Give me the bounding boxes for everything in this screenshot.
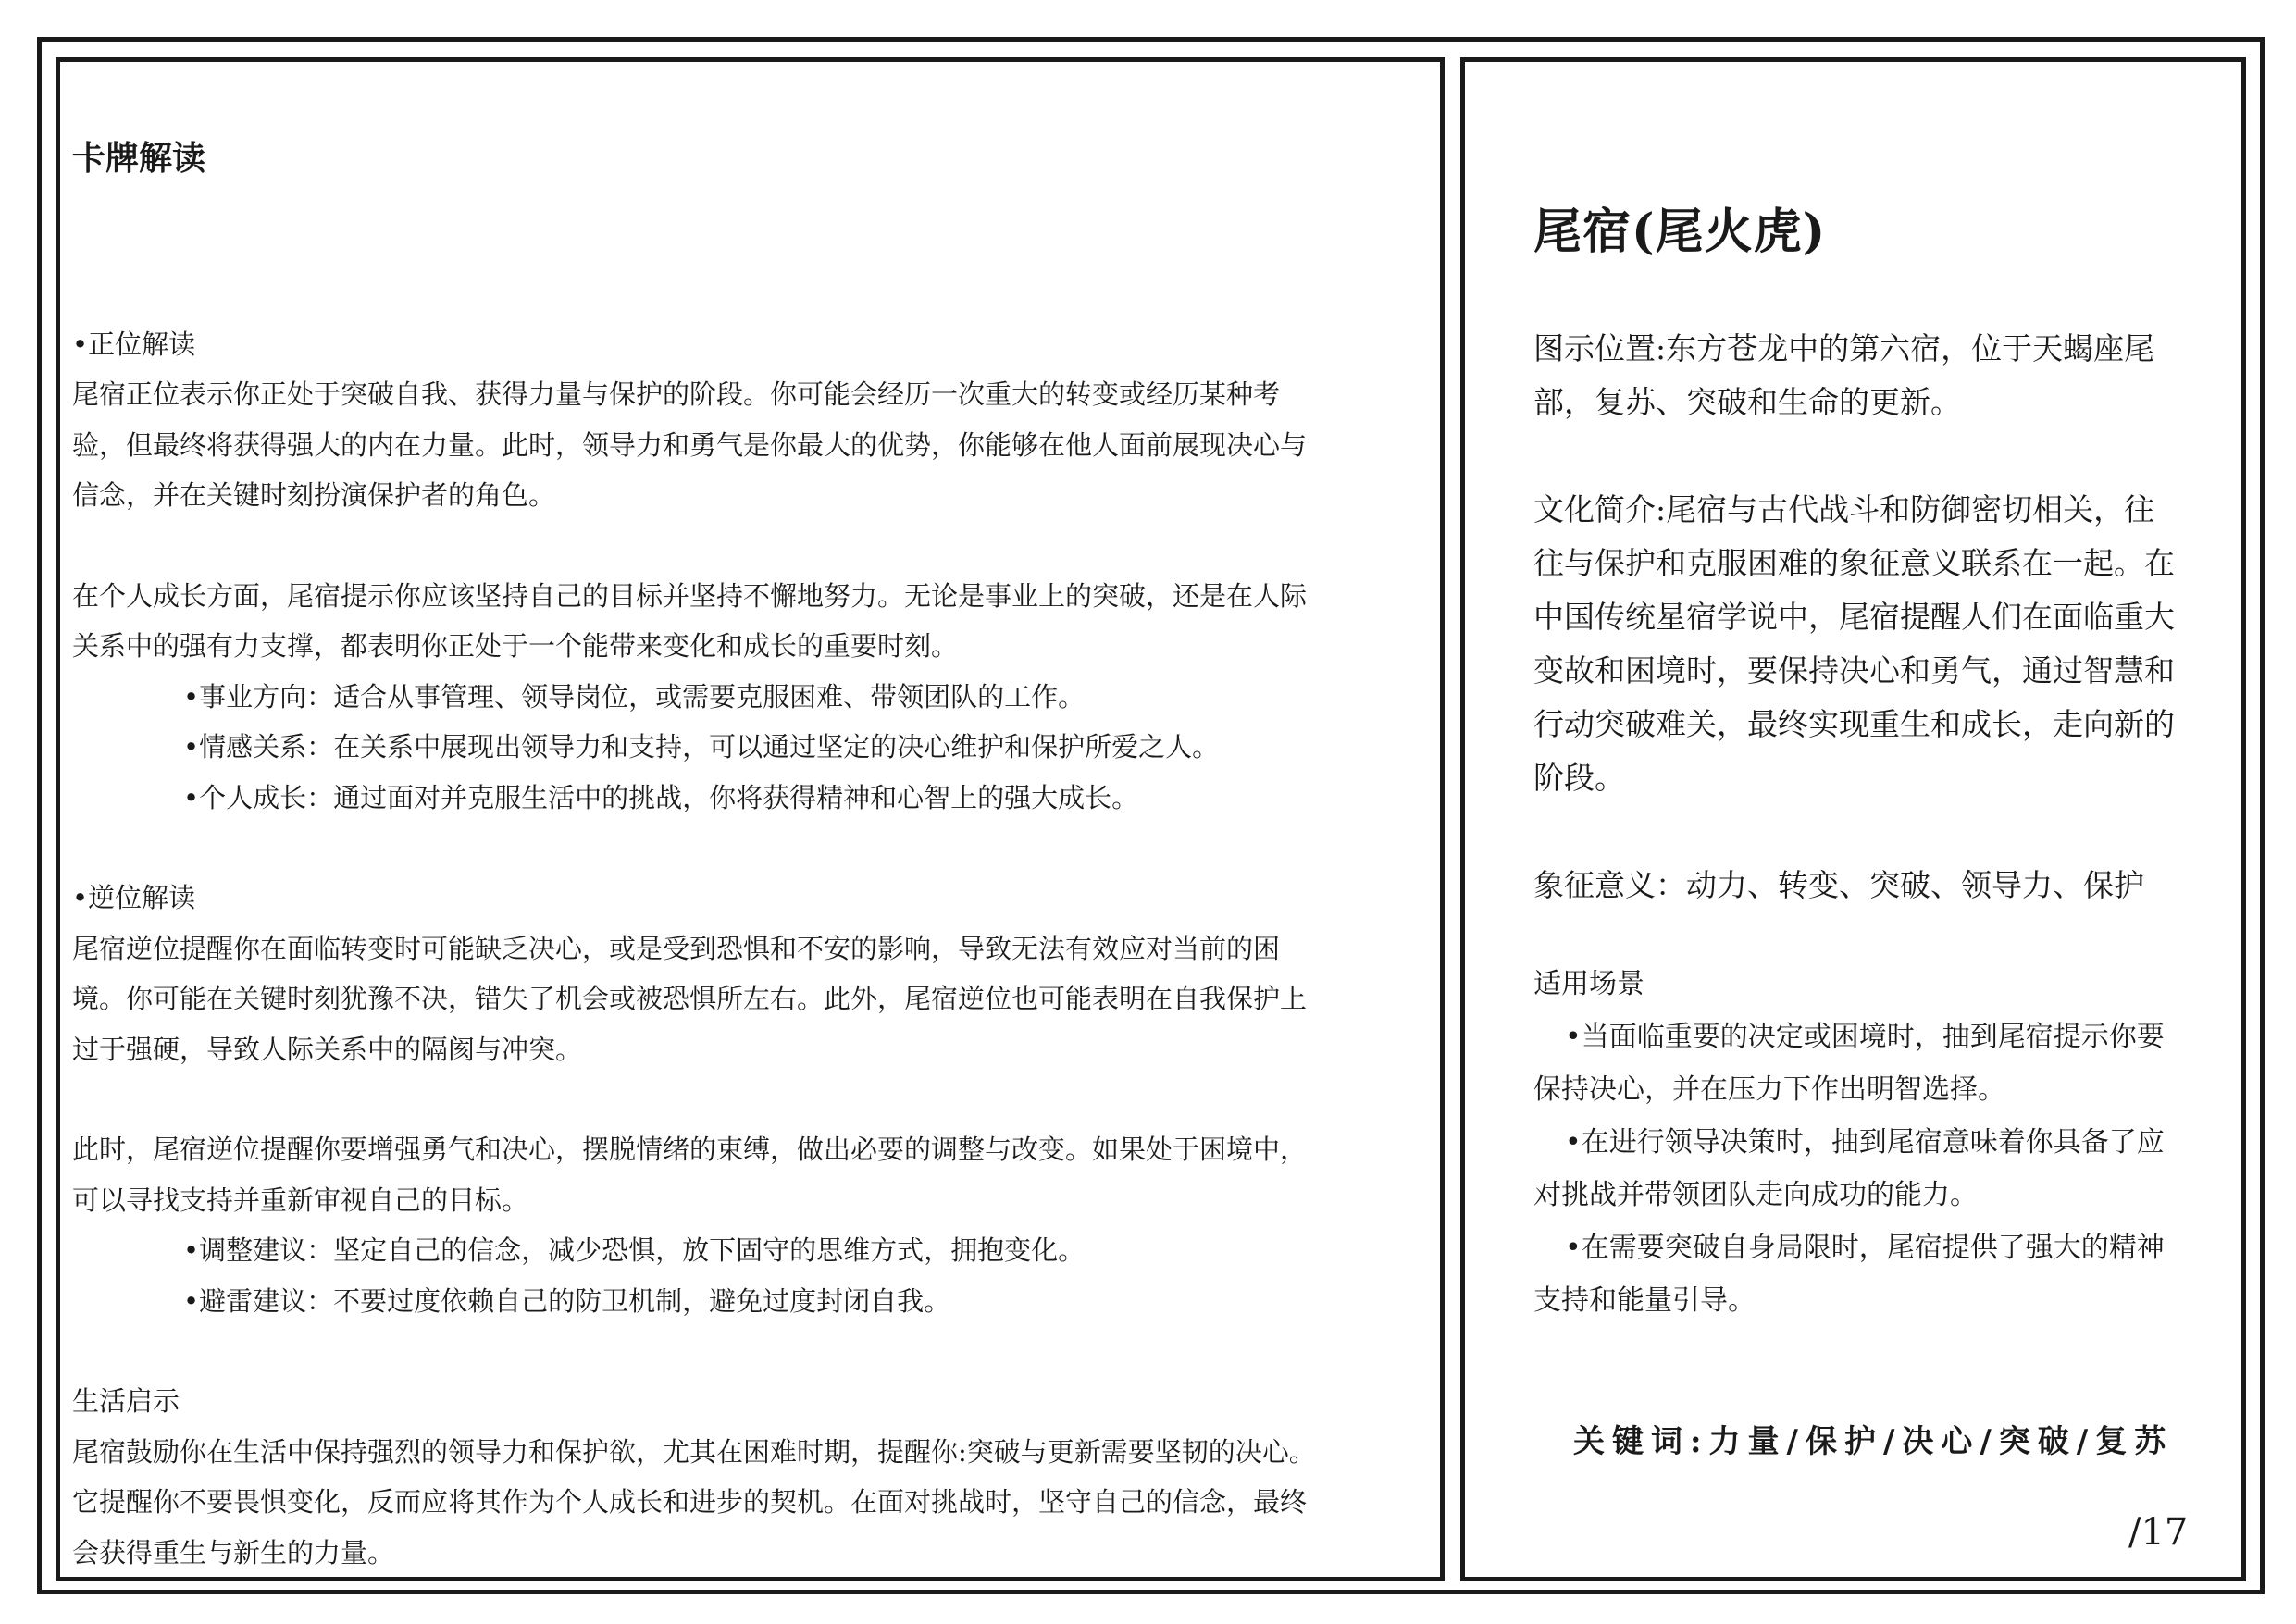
culture-text: 文化简介:尾宿与古代战斗和防御密切相关，往往与保护和克服困难的象征意义联系在一起。在中国传统星宿学说中，尾宿提醒人们在面临重大变故和困境时，要保持决心和勇气，通过智慧和行动突破难关，最终实现重生和成长，走向新的阶段。: [1533, 491, 2175, 796]
keywords-line: 关键词:力量/保护/决心/突破/复苏: [1573, 1423, 2174, 1460]
position-text: 图示位置:东方苍龙中的第六宿，位于天蝎座尾部，复苏、突破和生命的更新。: [1533, 330, 2155, 420]
upright-heading: •正位解读: [72, 329, 196, 360]
star-title: 尾宿(尾火虎): [1533, 204, 1827, 260]
scene-item: •在需要突破自身局限时，尾宿提供了强大的精神支持和能量引导。: [1533, 1232, 2165, 1317]
reversed-paragraph-2: 此时，尾宿逆位提醒你要增强勇气和决心，摆脱情绪的束缚，做出必要的调整与改变。如果处于困境中，可以寻找支持并重新审视自己的目标。: [72, 1134, 1308, 1216]
card-reading-title: 卡牌解读: [72, 139, 206, 178]
upright-bullet: •事业方向：适合从事管理、领导岗位，或需要克服困难、带领团队的工作。: [183, 680, 1086, 713]
page-number: /17: [2128, 1511, 2189, 1554]
reversed-paragraph-1: 尾宿逆位提醒你在面临转变时可能缺乏决心，或是受到恐惧和不安的影响，导致无法有效应对当前的困境。你可能在关键时刻犹豫不决，错失了机会或被恐惧所左右。此外，尾宿逆位也可能表明在自我保护上过于强硬，导致人际关系中的隔阂与冲突。: [72, 932, 1308, 1065]
upright-paragraph-1: 尾宿正位表示你正处于突破自我、获得力量与保护的阶段。你可能会经历一次重大的转变或经历某种考验，但最终将获得强大的内在力量。此时，领导力和勇气是你最大的优势，你能够在他人面前展现决心与信念，并在关键时刻扮演保护者的角色。: [72, 378, 1308, 512]
card-reading-body: [72, 319, 1322, 1578]
symbol-text: 象征意义：动力、转变、突破、领导力、保护: [1533, 867, 2144, 903]
upright-bullet: •个人成长：通过面对并克服生活中的挑战，你将获得精神和心智上的强大成长。: [183, 781, 1139, 813]
upright-bullet: •情感关系：在关系中展现出领导力和支持，可以通过坚定的决心维护和保护所爱之人。: [183, 731, 1220, 763]
reversed-heading: •逆位解读: [72, 882, 196, 914]
scene-heading: 适用场景: [1533, 968, 1644, 1000]
scene-item: •在进行领导决策时，抽到尾宿意味着你具备了应对挑战并带领团队走向成功的能力。: [1533, 1126, 2165, 1211]
scene-item: •当面临重要的决定或困境时，抽到尾宿提示你要保持决心，并在压力下作出明智选择。: [1533, 1021, 2165, 1106]
scenes-section: [1533, 958, 2181, 1327]
reversed-bullet: •调整建议：坚定自己的信念，减少恐惧，放下固守的思维方式，拥抱变化。: [183, 1234, 1086, 1267]
star-description: [1533, 322, 2181, 912]
upright-paragraph-2: 在个人成长方面，尾宿提示你应该坚持自己的目标并坚持不懈地努力。无论是事业上的突破，还是在人际关系中的强有力支撑，都表明你正处于一个能带来变化和成长的重要时刻。: [72, 580, 1308, 663]
life-heading: 生活启示: [72, 1385, 180, 1418]
reversed-bullet: •避雷建议：不要过度依赖自己的防卫机制，避免过度封闭自我。: [183, 1284, 951, 1317]
life-paragraph: 尾宿鼓励你在生活中保持强烈的领导力和保护欲，尤其在困难时期，提醒你:突破与更新需要坚韧的决心。它提醒你不要畏惧变化，反而应将其作为个人成长和进步的契机。在面对挑战时，坚守自己的信念，最终会获得重生与新生的力量。: [72, 1435, 1316, 1568]
